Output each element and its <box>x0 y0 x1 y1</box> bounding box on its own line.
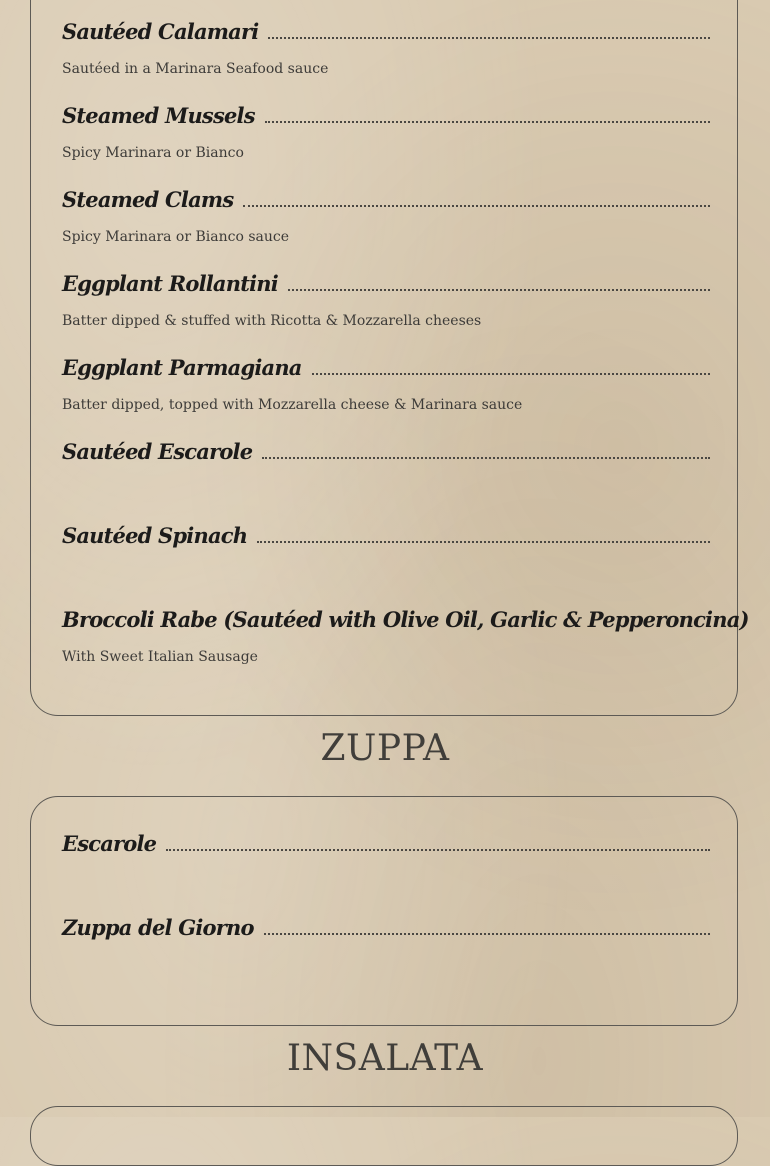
dotted-leader <box>257 541 710 543</box>
menu-item-zuppa-del-giorno <box>62 911 710 945</box>
dotted-leader <box>288 289 710 291</box>
dotted-leader <box>264 933 710 935</box>
menu-item-eggplant-rollantini <box>62 267 710 329</box>
item-description: With Sweet Italian Sausage <box>62 649 258 665</box>
item-name: Steamed Mussels <box>62 103 255 128</box>
zuppa-panel <box>30 796 738 1026</box>
item-name: Steamed Clams <box>62 187 234 212</box>
section-title-insalata: INSALATA <box>286 1038 484 1079</box>
dotted-leader <box>262 457 710 459</box>
menu-item-sauteed-escarole <box>62 435 710 469</box>
item-description: Sautéed in a Marinara Seafood sauce <box>62 61 329 77</box>
menu-item-eggplant-parmagiana <box>62 351 710 413</box>
item-name: Sautéed Calamari <box>62 19 259 44</box>
item-description: Spicy Marinara or Bianco <box>62 145 244 161</box>
item-name: Eggplant Parmagiana <box>62 355 302 380</box>
item-name: Sautéed Spinach <box>62 523 248 548</box>
section-title-zuppa: ZUPPA <box>320 728 450 769</box>
menu-item-sauteed-spinach <box>62 519 710 553</box>
menu-item-escarole <box>62 827 710 861</box>
dotted-leader <box>243 205 710 207</box>
dotted-leader <box>268 37 710 39</box>
item-name: Eggplant Rollantini <box>62 271 278 296</box>
item-name: Escarole <box>62 831 157 856</box>
menu-item-sauteed-calamari <box>62 15 710 77</box>
menu-item-broccoli-rabe <box>62 603 749 665</box>
item-description: Spicy Marinara or Bianco sauce <box>62 229 290 245</box>
insalata-panel <box>30 1106 738 1166</box>
item-name: Sautéed Escarole <box>62 439 253 464</box>
dotted-leader <box>265 121 710 123</box>
menu-item-steamed-clams <box>62 183 710 245</box>
dotted-leader <box>312 373 710 375</box>
item-description: Batter dipped, topped with Mozzarella cheese & Marinara sauce <box>62 397 523 413</box>
item-description: Batter dipped & stuffed with Ricotta & Mozzarella cheeses <box>62 313 482 329</box>
dotted-leader <box>166 849 710 851</box>
item-name: Zuppa del Giorno <box>62 915 254 940</box>
appetizers-panel <box>30 0 749 716</box>
item-name: Broccoli Rabe (Sautéed with Olive Oil, Garlic & Pepperoncina) <box>62 607 749 632</box>
menu-item-steamed-mussels <box>62 99 710 161</box>
